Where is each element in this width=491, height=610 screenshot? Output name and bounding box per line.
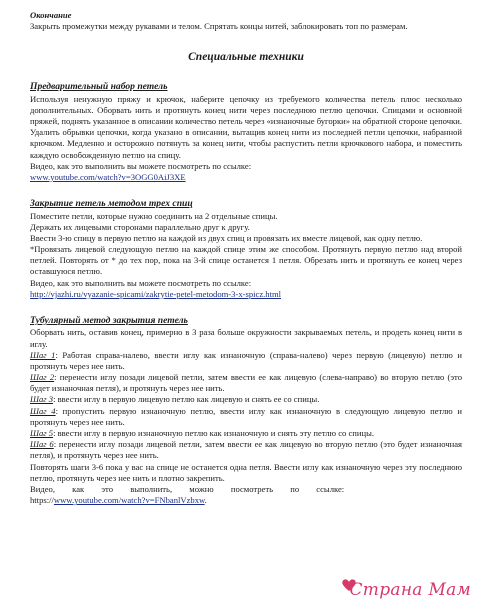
tubular-repeat: Повторять шаги 3-6 пока у вас на спице не останется одна петля. Ввести иглу как изнаночную через эту последнюю петлю, протянуть через нее нить и плотно закрепить. — [30, 461, 462, 483]
tubular-step — [30, 350, 462, 372]
tubular-step — [30, 406, 462, 428]
video-link-line-tubular — [30, 495, 462, 506]
step-text: : ввести иглу в первую изнаночную петлю как изнаночную и снять эту петлю со спицы. — [53, 427, 375, 438]
watermark — [349, 572, 479, 606]
step-label: Шаг 2 — [30, 372, 55, 383]
video-link-provisional[interactable]: www.youtube.com/watch?v=3OGG0AiJ3XE — [30, 171, 186, 182]
ending-heading: Окончание — [30, 10, 72, 20]
three-needle-line-1: Поместите петли, которые нужно соединить на 2 отдельные спицы. — [30, 210, 278, 221]
step-label: Шаг 4 — [30, 405, 56, 416]
ending-text: Закрыть промежутки между рукавами и телом. Спрятать концы нитей, заблокировать топ по размерам. — [30, 21, 408, 32]
section-title-provisional: Предварительный набор петель — [30, 81, 168, 93]
tubular-intro: Оборвать нить, оставив конец, примерно в 3 раза больше окружности закрываемых петель, и продеть конец нити в иглу. — [30, 327, 462, 349]
video-link-three-needle[interactable]: http://vjazhi.ru/vyazanie-spicami/zakrytie-petel-metodom-3-x-spicz.html — [30, 288, 282, 299]
step-text: : Работая справа-налево, ввести иглу как изнаночную (справа-налево) через первую (лицевую) петлю и протянуть через нее нить. — [30, 349, 462, 371]
section-title-tubular: Тубулярный метод закрытия петель — [30, 314, 188, 326]
section-title-three-needle: Закрытие петель методом трех спиц — [30, 198, 193, 210]
step-text: : ввести иглу в первую лицевую петлю как лицевую и снять ее со спицы. — [53, 394, 320, 405]
link-prefix: https:// — [30, 495, 54, 506]
step-text: : перенести иглу позади лицевой петли, затем ввести ее как лицевую (слева-направо) во вторую петлю (это будет изнаночная петля), и протянуть через нее нить. — [30, 372, 462, 394]
section-text-provisional: Используя ненужную пряжу и крючок, наберите цепочку из требуемого количества петель плюс несколько дополнительных. Оборвать нить и протянуть конец нити через последнюю петлю цепочки. Спицами и основной пряжей, поднять указанное в описании количество петель через «изнаночные бугорки» на обратной стороне цепочки. Удалить обрывки цепочки, когда указано в описании, вытащив конец нити из последней петли цепочки, набранной крючком. Медленно и осторожно потянуть за конец нити, чтобы распустить петли крючкового набора, и поместить каждую освобожденную петлю на спицу. — [30, 93, 462, 160]
step-label: Шаг 1 — [30, 349, 56, 360]
step-text: : перенести иглу позади лицевой петли, затем ввести ее как лицевую во вторую петлю (это будет изнаночная петля), и протянуть через нее нить. — [30, 439, 463, 461]
three-needle-line-4: *Провязать лицевой следующую петлю на каждой спице этим же способом. Протянуть первую петлю над второй петлей. Повторять от * до тех пор, пока на 3-й спице останется 1 петля. Обрезать нить и протянуть ее конец через оставшуюся петлю. — [30, 244, 462, 277]
tubular-step — [30, 428, 462, 439]
tubular-step — [30, 394, 462, 405]
watermark-text: Страна Мам — [349, 580, 471, 600]
page-title: Специальные техники — [188, 51, 304, 64]
video-link-tubular[interactable]: www.youtube.com/watch?v=FNbanlVzbxw — [53, 495, 205, 506]
document-page — [30, 10, 462, 506]
step-label: Шаг 5 — [30, 427, 54, 438]
step-text: : пропустить первую изнаночную петлю, ввести иглу как изнаночную в следующую лицевую петлю и протянуть через нее нить. — [30, 405, 463, 427]
three-needle-line-3: Ввести 3-ю спицу в первую петлю на каждой из двух спиц и провязать их вместе лицевой, как одну петлю. — [30, 232, 423, 243]
step-label: Шаг 6 — [30, 439, 54, 450]
link-suffix: . — [204, 495, 207, 506]
tubular-step — [30, 439, 462, 461]
video-text-three-needle: Видео, как это выполнить вы можете посмотреть по ссылке: — [30, 277, 252, 288]
video-text-provisional: Видео, как это выполнить вы можете посмотреть по ссылке: — [30, 160, 252, 171]
tubular-step — [30, 372, 462, 394]
video-text-tubular: Видео, как это выполнить, можно посмотреть по ссылке: — [30, 483, 345, 494]
step-label: Шаг 3 — [30, 394, 54, 405]
three-needle-line-2: Держать их лицевыми сторонами параллельно друг к другу. — [30, 221, 250, 232]
